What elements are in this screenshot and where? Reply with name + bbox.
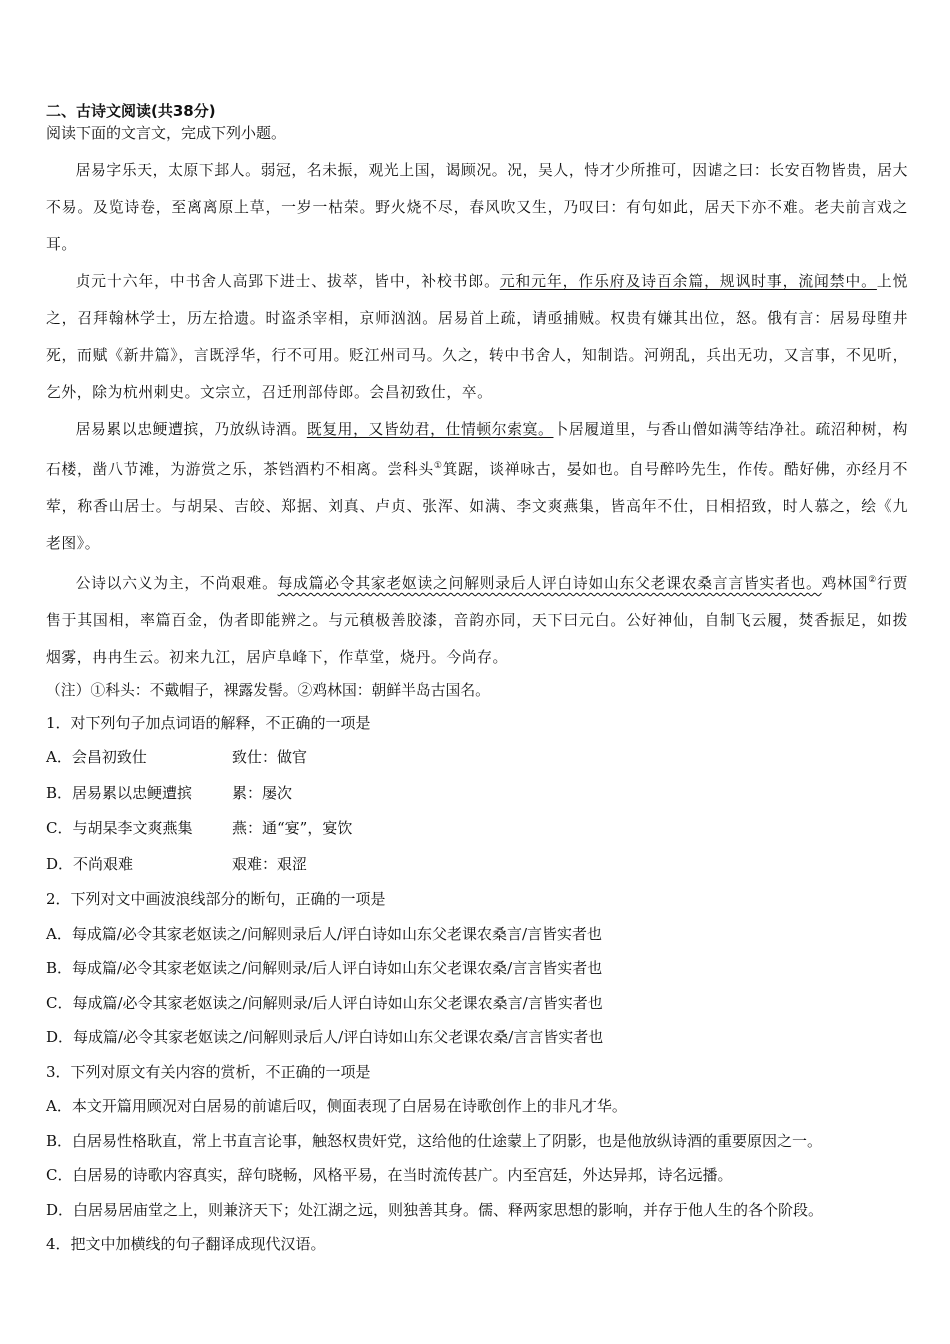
question-1-stem: 1．对下列句子加点词语的解释，不正确的一项是 xyxy=(46,713,371,732)
option-text: B．居易累以忠鲠遭摈 xyxy=(46,783,193,802)
option-text: C．与胡杲李文爽燕集 xyxy=(46,819,193,838)
passage-text: 卜居履道里，与香山僧如满等结净社。疏沼种树，构石楼，凿八节滩，为游赏之乐，茶铛酒杓不相离。尝科头 xyxy=(46,421,908,478)
footnote-mark-1: ① xyxy=(433,461,443,471)
passage-text: 箕踞，谈禅咏古，晏如也。自号醉吟先生，作传。酷好佛，亦经月不荤，称香山居士。与胡杲、吉皎、郑据、刘真、卢贞、张浑、如满、李文爽燕集，皆高年不仕，日相招致，时人慕之，绘《九老图》。 xyxy=(46,460,908,552)
footnote: （注）①科头：不戴帽子，裸露发髻。②鸡林国：朝鲜半岛古国名。 xyxy=(46,681,490,699)
underlined-sentence-2: 既复用，又皆幼君，仕情顿尔索寞。 xyxy=(306,421,554,438)
passage-text: 公诗以六义为主，不尚艰难。 xyxy=(75,574,278,592)
passage-paragraph-4 xyxy=(46,562,908,676)
question-3-option-b: B．白居易性格耿直，常上书直言论事，触怒权贵奸党，这给他的仕途蒙上了阴影，也是他放纵诗酒的重要原因之一。 xyxy=(46,1131,823,1150)
section-instruction: 阅读下面的文言文，完成下列小题。 xyxy=(46,124,287,142)
question-2-option-d: D．每成篇/必令其家老妪读之/问解则录后人/评白诗如山东父老课农桑/言言皆实者也 xyxy=(46,1028,604,1047)
passage-text: 行贾售于其国相，率篇百金，伪者即能辨之。与元稹极善胶漆，音韵亦同，天下曰元白。公好神仙，自制飞云履，焚香振足，如拨烟雾，冉冉生云。初来九江，居庐阜峰下，作草堂，烧丹。今尚存。 xyxy=(46,574,908,666)
question-2-stem: 2．下列对文中画波浪线部分的断句，正确的一项是 xyxy=(46,890,386,909)
question-3-option-c: C．白居易的诗歌内容真实，辞句晓畅，风格平易，在当时流传甚广。内至宫廷，外达异邦，诗名远播。 xyxy=(46,1166,733,1185)
footnote-mark-2: ② xyxy=(868,574,878,585)
option-explain: 燕：通“宴”，宴饮 xyxy=(232,819,353,838)
passage-paragraph-3 xyxy=(46,411,908,562)
question-3-option-a: A．本文开篇用顾况对白居易的前谑后叹，侧面表现了白居易在诗歌创作上的非凡才华。 xyxy=(46,1097,627,1116)
passage-paragraph-2 xyxy=(46,263,908,411)
underlined-sentence-1: 元和元年，作乐府及诗百余篇，规讽时事，流闻禁中。 xyxy=(499,273,877,290)
question-1-option-c xyxy=(46,811,908,847)
passage-text: 居易累以忠鲠遭摈，乃放纵诗酒。 xyxy=(75,421,307,438)
option-explain: 艰难：艰涩 xyxy=(232,854,308,873)
question-1-option-b xyxy=(46,776,908,812)
option-text: D．不尚艰难 xyxy=(46,854,134,873)
option-explain: 累：屡次 xyxy=(232,783,293,802)
passage-paragraph-1: 居易字乐天，太原下邽人。弱冠，名未振，观光上国，谒顾况。况，吴人，恃才少所推可，因谑之曰：长安百物皆贵，居大不易。及览诗卷，至离离原上草，一岁一枯荣。野火烧不尽，春风吹又生，乃叹曰：有句如此，居天下亦不难。老夫前言戏之耳。 xyxy=(46,162,908,253)
option-explain: 致仕：做官 xyxy=(232,748,308,767)
question-2-option-c: C．每成篇/必令其家老妪读之/问解则录/后人评白诗如山东父老课农桑言/言皆实者也 xyxy=(46,993,603,1012)
question-3-stem: 3．下列对原文有关内容的赏析，不正确的一项是 xyxy=(46,1062,371,1081)
question-1-option-d xyxy=(46,847,908,883)
question-2-option-a: A．每成篇/必令其家老妪读之/问解则录后人/评白诗如山东父老课农桑言/言皆实者也 xyxy=(46,924,603,943)
passage-text: 上悦之，召拜翰林学士，历左拾遗。时盗杀宰相，京师汹汹。居易首上疏，请亟捕贼。权贵有嫌其出位，怒。俄有言：居易母堕井死，而赋《新井篇》，言既浮华，行不可用。贬江州司马。久之，转中书舍人，知制诰。河朔乱，兵出无功，又言事，不见听，乞外，除为杭州刺史。文宗立，召迁刑部侍郎。会昌初致仕，卒。 xyxy=(46,273,908,401)
wavy-underlined-sentence: 每成篇必令其家老妪读之问解则录后人评白诗如山东父老课农桑言言皆实者也。 xyxy=(277,574,822,592)
option-text: A．会昌初致仕 xyxy=(46,748,147,767)
question-1-option-a xyxy=(46,740,908,776)
exam-page xyxy=(46,100,908,1262)
question-2-option-b: B．每成篇/必令其家老妪读之/问解则录/后人评白诗如山东父老课农桑/言言皆实者也 xyxy=(46,959,603,978)
passage-text: 贞元十六年，中书舍人高郢下进士、拔萃，皆中，补校书郎。 xyxy=(75,273,500,290)
section-heading: 二、古诗文阅读(共38分) xyxy=(46,102,216,120)
passage-text: 鸡林国 xyxy=(821,574,869,592)
question-3-option-d: D．白居易居庙堂之上，则兼济天下；处江湖之远，则独善其身。儒、释两家思想的影响，并存于他人生的各个阶段。 xyxy=(46,1200,824,1219)
question-4-stem: 4．把文中加横线的句子翻译成现代汉语。 xyxy=(46,1235,326,1254)
